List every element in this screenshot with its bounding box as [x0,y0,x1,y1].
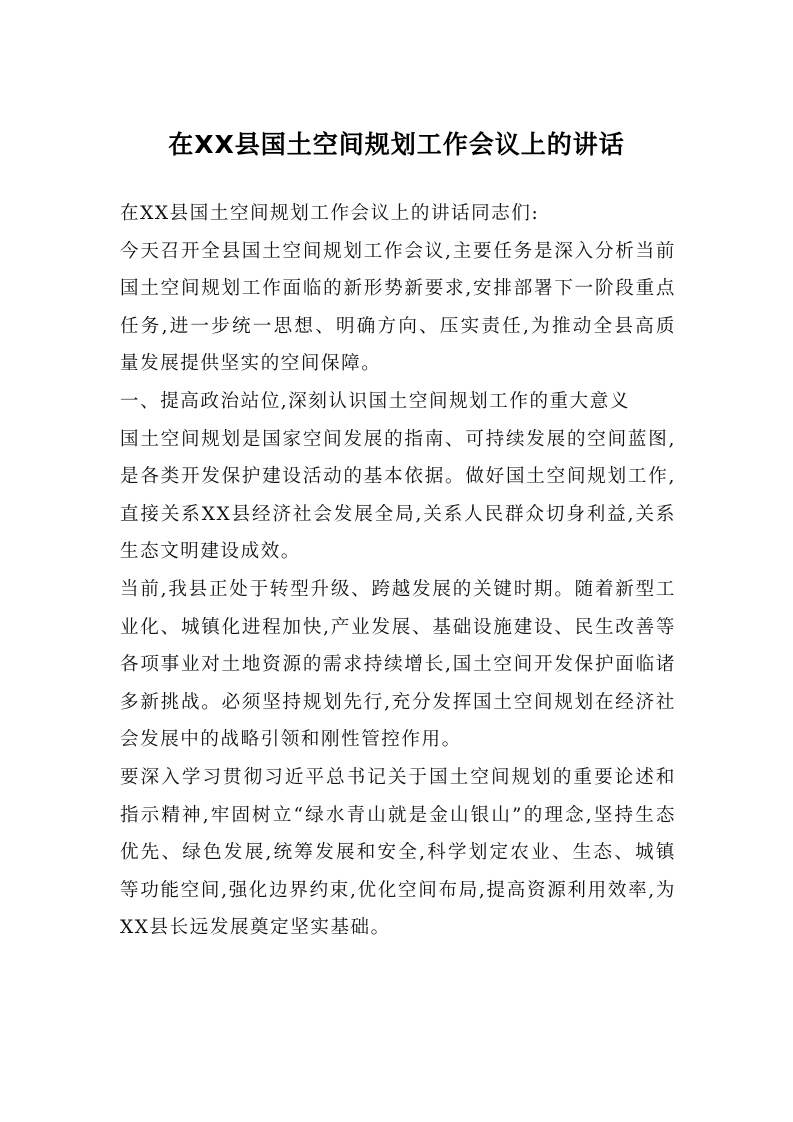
paragraph-salutation: 在XX县国土空间规划工作会议上的讲话同志们: [120,203,540,224]
section-heading-1: 一、提高政治站位,深刻认识国土空间规划工作的重大意义 [120,390,630,412]
paragraph-significance: 国土空间规划是国家空间发展的指南、可持续发展的空间蓝图,是各类开发保护建设活动的基本依据。做好国土空间规划工作,直接关系XX县经济社会发展全局,关系人民群众切身利益,关系生态文明建设成效。 [120,428,676,563]
paragraph-intro: 今天召开全县国土空间规划工作会议,主要任务是深入分析当前国土空间规划工作面临的新形势新要求,安排部署下一阶段重点任务,进一步统一思想、明确方向、压实责任,为推动全县高质量发展提供坚实的空间保障。 [120,240,676,375]
document-body [120,195,676,947]
paragraph-current-situation: 当前,我县正处于转型升级、跨越发展的关键时期。随着新型工业化、城镇化进程加快,产业发展、基础设施建设、民生改善等各项事业对土地资源的需求持续增长,国土空间开发保护面临诸多新挑战。必须坚持规划先行,充分发挥国土空间规划在经济社会发展中的战略引领和刚性管控作用。 [120,578,676,751]
paragraph-requirements: 要深入学习贯彻习近平总书记关于国土空间规划的重要论述和指示精神,牢固树立“绿水青山就是金山银山”的理念,坚持生态优先、绿色发展,统筹发展和安全,科学划定农业、生态、城镇等功能空间,强化边界约束,优化空间布局,提高资源利用效率,为XX县长远发展奠定坚实基础。 [120,766,676,939]
document-title: 在XX县国土空间规划工作会议上的讲话 [168,130,625,159]
